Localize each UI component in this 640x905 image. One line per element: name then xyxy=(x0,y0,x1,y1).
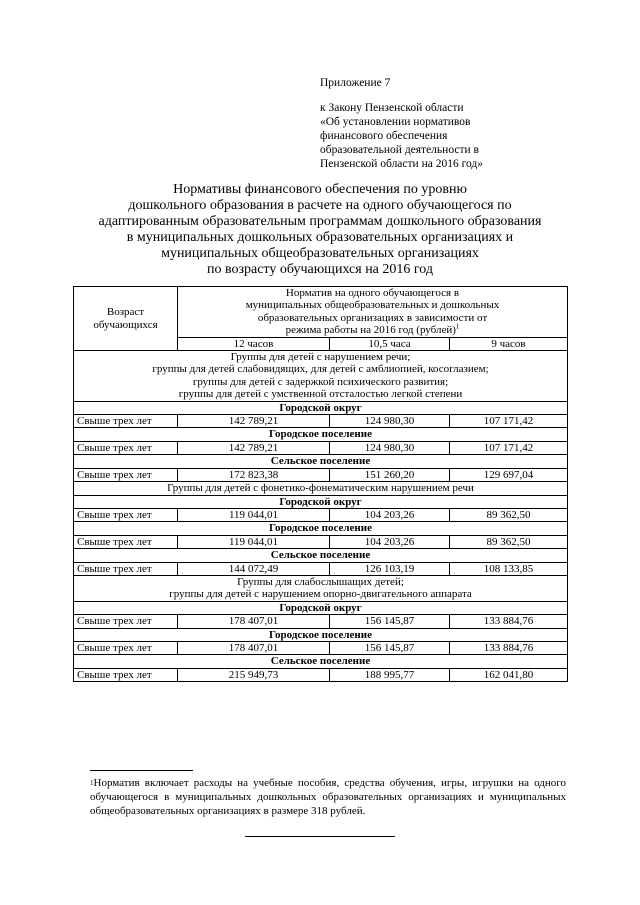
appendix-line: к Закону Пензенской области xyxy=(320,102,464,114)
appendix-block xyxy=(320,76,560,171)
footnote-text: Норматив включает расходы на учебные пособия, средства обучения, игры, игрушки на одного обучающегося в муниципальных дошкольных образовательных организациях и муниципальных общеобразовательных организациях в размере 318 рублей. xyxy=(90,777,566,817)
table-row xyxy=(74,508,568,521)
norm-header-line: образовательных организациях в зависимости от xyxy=(257,311,488,324)
value-12h: 142 789,21 xyxy=(178,415,330,428)
value-10-5h: 126 103,19 xyxy=(330,562,450,575)
group-title-line: группы для детей с нарушением опорно-двигательного аппарата xyxy=(169,588,472,601)
value-10-5h: 104 203,26 xyxy=(330,535,450,548)
section-header: Городское поселение xyxy=(74,428,568,441)
mode-9h: 9 часов xyxy=(450,337,568,350)
age-cell: Свыше трех лет xyxy=(74,615,178,628)
norm-header-line: муниципальных общеобразовательных и дошкольных xyxy=(245,299,500,312)
group-title xyxy=(74,575,568,601)
mode-12h: 12 часов xyxy=(178,337,330,350)
value-12h: 119 044,01 xyxy=(178,535,330,548)
group-title-row xyxy=(74,575,568,601)
title-line: Нормативы финансового обеспечения по уровню xyxy=(173,182,467,197)
value-10-5h: 156 145,87 xyxy=(330,641,450,654)
group-title-row xyxy=(74,482,568,495)
table-row xyxy=(74,641,568,654)
footnote-mark: 1 xyxy=(90,779,94,787)
appendix-line: «Об установлении нормативов xyxy=(320,116,471,128)
section-header: Городской округ xyxy=(74,401,568,414)
group-title xyxy=(74,351,568,402)
bottom-rule xyxy=(245,836,395,837)
section-header: Сельское поселение xyxy=(74,455,568,468)
value-12h: 178 407,01 xyxy=(178,615,330,628)
value-9h: 162 041,80 xyxy=(450,668,568,681)
value-10-5h: 104 203,26 xyxy=(330,508,450,521)
footnote-ref: 1 xyxy=(455,322,460,331)
footnote-separator xyxy=(90,770,193,771)
age-cell: Свыше трех лет xyxy=(74,468,178,481)
appendix-line: Пензенской области на 2016 год» xyxy=(320,158,484,170)
table-row xyxy=(74,668,568,681)
section-header: Сельское поселение xyxy=(74,655,568,668)
value-9h: 129 697,04 xyxy=(450,468,568,481)
section-header: Городское поселение xyxy=(74,628,568,641)
value-9h: 107 171,42 xyxy=(450,441,568,454)
table-row xyxy=(74,615,568,628)
table-row xyxy=(74,535,568,548)
age-header-line: Возраст xyxy=(106,306,145,319)
title-line: адаптированным образовательным программам дошкольного образования xyxy=(98,214,542,229)
value-10-5h: 124 980,30 xyxy=(330,415,450,428)
group-title-line: группы для детей слабовидящих, для детей с амблиопией, косоглазием; xyxy=(152,363,489,376)
group-title-line: группы для детей с умственной отсталостью легкой степени xyxy=(178,388,463,401)
value-12h: 119 044,01 xyxy=(178,508,330,521)
value-12h: 215 949,73 xyxy=(178,668,330,681)
age-header-line: обучающихся xyxy=(93,318,158,331)
age-cell: Свыше трех лет xyxy=(74,668,178,681)
value-9h: 133 884,76 xyxy=(450,615,568,628)
age-cell: Свыше трех лет xyxy=(74,641,178,654)
table-row xyxy=(74,441,568,454)
value-9h: 89 362,50 xyxy=(450,535,568,548)
norms-table-wrap xyxy=(73,286,567,682)
title-line: по возрасту обучающихся на 2016 год xyxy=(206,262,434,277)
group-title-line: Группы для детей с фонетико-фонематическим нарушением речи xyxy=(167,482,474,495)
table-row xyxy=(74,415,568,428)
section-header: Городской округ xyxy=(74,495,568,508)
value-10-5h: 156 145,87 xyxy=(330,615,450,628)
appendix-number: Приложение 7 xyxy=(320,77,391,89)
appendix-line: образовательной деятельности в xyxy=(320,144,479,156)
value-9h: 89 362,50 xyxy=(450,508,568,521)
group-title-line: Группы для слабослышащих детей; xyxy=(237,575,404,588)
value-10-5h: 188 995,77 xyxy=(330,668,450,681)
group-title xyxy=(74,482,568,495)
title-line: муниципальных общеобразовательных организациях xyxy=(161,246,479,261)
value-10-5h: 124 980,30 xyxy=(330,441,450,454)
value-9h: 107 171,42 xyxy=(450,415,568,428)
norm-header-line xyxy=(181,324,564,336)
value-12h: 144 072,49 xyxy=(178,562,330,575)
appendix-line: финансового обеспечения xyxy=(320,130,448,142)
value-12h: 178 407,01 xyxy=(178,641,330,654)
norm-header-line: Норматив на одного обучающегося в xyxy=(285,287,460,299)
group-title-row xyxy=(74,351,568,402)
section-header: Сельское поселение xyxy=(74,549,568,562)
value-9h: 108 133,85 xyxy=(450,562,568,575)
mode-10-5h: 10,5 часа xyxy=(330,337,450,350)
title-line: в муниципальных дошкольных образовательных организациях и xyxy=(126,230,514,245)
age-cell: Свыше трех лет xyxy=(74,415,178,428)
norm-column-header xyxy=(178,287,568,338)
footnote xyxy=(90,776,566,818)
age-cell: Свыше трех лет xyxy=(74,508,178,521)
section-header: Городское поселение xyxy=(74,522,568,535)
norms-table xyxy=(73,286,568,682)
value-12h: 172 823,38 xyxy=(178,468,330,481)
age-cell: Свыше трех лет xyxy=(74,562,178,575)
group-title-line: Группы для детей с нарушением речи; xyxy=(230,351,411,364)
section-header: Городской округ xyxy=(74,601,568,614)
table-row xyxy=(74,468,568,481)
table-row xyxy=(74,562,568,575)
value-9h: 133 884,76 xyxy=(450,641,568,654)
age-cell: Свыше трех лет xyxy=(74,441,178,454)
title-line: дошкольного образования в расчете на одного обучающегося по xyxy=(128,198,512,213)
value-12h: 142 789,21 xyxy=(178,441,330,454)
document-title xyxy=(60,182,580,278)
age-column-header xyxy=(74,287,178,351)
value-10-5h: 151 260,20 xyxy=(330,468,450,481)
age-cell: Свыше трех лет xyxy=(74,535,178,548)
norm-header-text: режима работы на 2016 год (рублей) xyxy=(285,324,456,337)
group-title-line: группы для детей с задержкой психического развития; xyxy=(192,375,449,388)
